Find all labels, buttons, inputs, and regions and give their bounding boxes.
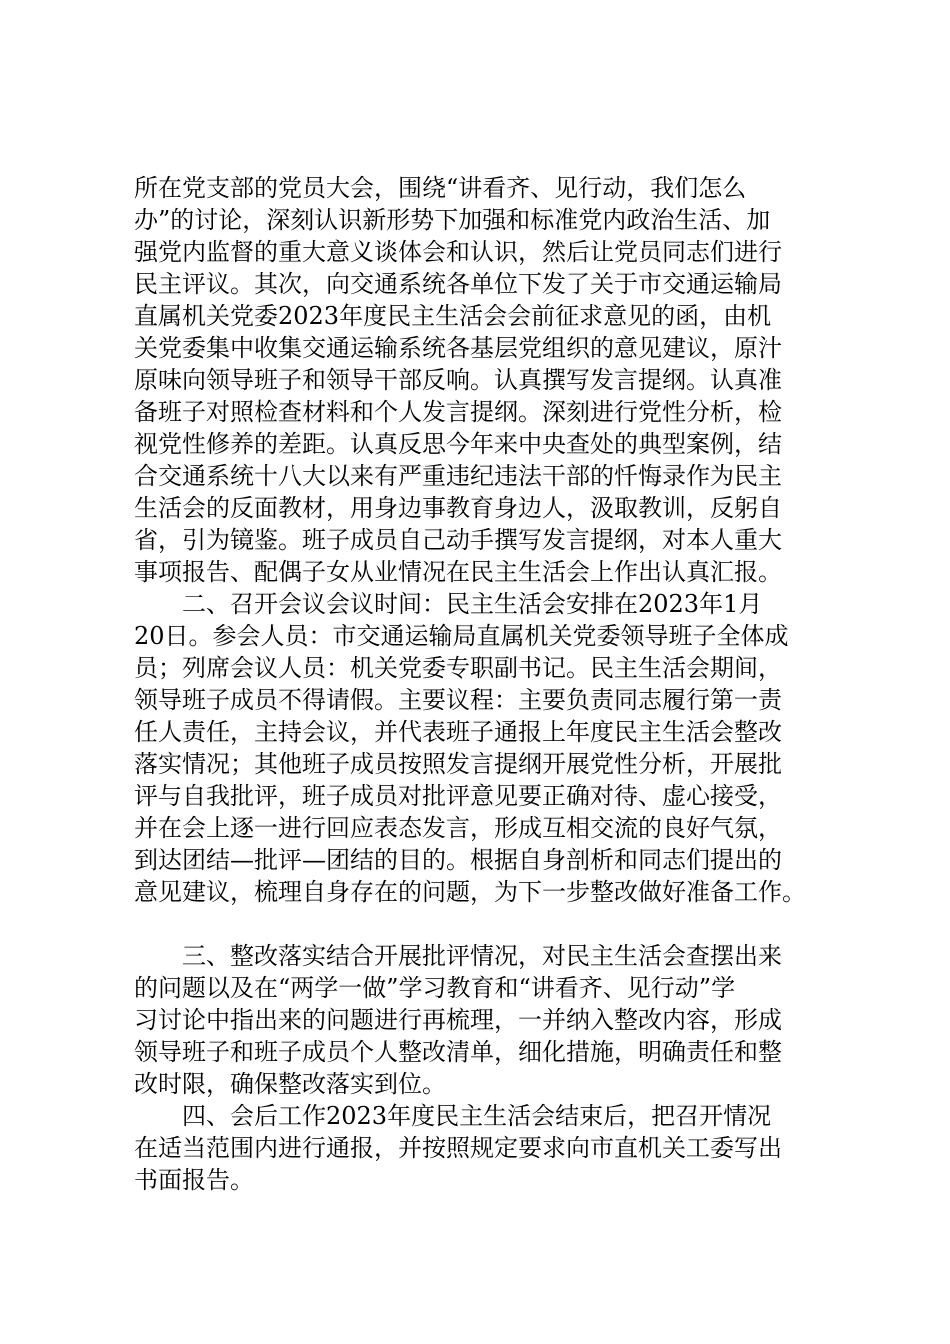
text-line: 合交通系统十八大以来有严重违纪违法干部的忏悔录作为民主 — [134, 462, 782, 490]
text-line: 改时限，确保整改落实到位。 — [134, 1070, 446, 1098]
paragraph-3 — [134, 940, 834, 1100]
text-line: 二、召开会议会议时间：民主生活会安排在2023年1月 — [182, 590, 763, 618]
text-line: 原味向领导班子和领导干部反响。认真撰写发言提纲。认真准 — [134, 366, 782, 394]
text-line: 视党性修养的差距。认真反思今年来中央查处的典型案例，结 — [134, 430, 782, 458]
paragraph-1 — [134, 172, 834, 588]
text-line: 领导班子和班子成员个人整改清单，细化措施，明确责任和整 — [134, 1038, 782, 1066]
text-line: 的问题以及在“两学一做”学习教育和“讲看齐、见行动”学 — [134, 974, 736, 1002]
text-line: 落实情况；其他班子成员按照发言提纲开展党性分析，开展批 — [134, 750, 782, 778]
text-line: 所在党支部的党员大会，围绕“讲看齐、见行动，我们怎么 — [134, 174, 747, 202]
document-body — [134, 172, 834, 1196]
text-line: 直属机关党委2023年度民主生活会会前征求意见的函，由机 — [134, 302, 772, 330]
text-line: 事项报告、配偶子女从业情况在民主生活会上作出认真汇报。 — [134, 558, 782, 586]
text-line: 评与自我批评，班子成员对批评意见要正确对待、虚心接受， — [134, 782, 782, 810]
text-line: 到达团结—批评—团结的目的。根据自身剖析和同志们提出的 — [134, 846, 782, 874]
text-line: 20日。参会人员：市交通运输局直属机关党委领导班子全体成 — [134, 622, 789, 650]
text-line: 省，引为镜鉴。班子成员自己动手撰写发言提纲，对本人重大 — [134, 526, 782, 554]
text-line: 领导班子成员不得请假。主要议程：主要负责同志履行第一责 — [134, 686, 782, 714]
paragraph-2 — [134, 588, 834, 908]
text-line: 民主评议。其次，向交通系统各单位下发了关于市交通运输局 — [134, 270, 782, 298]
text-line: 员；列席会议人员：机关党委专职副书记。民主生活会期间， — [134, 654, 782, 682]
text-line: 并在会上逐一进行回应表态发言，形成互相交流的良好气氛， — [134, 814, 782, 842]
text-line: 书面报告。 — [134, 1166, 254, 1194]
text-line: 关党委集中收集交通运输系统各基层党组织的意见建议，原汁 — [134, 334, 782, 362]
text-line: 四、会后工作2023年度民主生活会结束后，把召开情况 — [182, 1102, 772, 1130]
text-line: 生活会的反面教材，用身边事教育身边人，汲取教训，反躬自 — [134, 494, 782, 522]
text-line: 强党内监督的重大意义谈体会和认识，然后让党员同志们进行 — [134, 238, 782, 266]
paragraph-gap — [134, 908, 834, 940]
text-line: 任人责任，主持会议，并代表班子通报上年度民主生活会整改 — [134, 718, 782, 746]
text-line: 意见建议，梳理自身存在的问题，为下一步整改做好准备工作。 — [134, 878, 806, 906]
text-line: 备班子对照检查材料和个人发言提纲。深刻进行党性分析，检 — [134, 398, 782, 426]
text-line: 三、整改落实结合开展批评情况，对民主生活会查摆出来 — [182, 942, 782, 970]
paragraph-4 — [134, 1100, 834, 1196]
text-line: 在适当范围内进行通报，并按照规定要求向市直机关工委写出 — [134, 1134, 782, 1162]
text-line: 办”的讨论，深刻认识新形势下加强和标准党内政治生活、加 — [134, 206, 771, 234]
text-line: 习讨论中指出来的问题进行再梳理，一并纳入整改内容，形成 — [134, 1006, 782, 1034]
